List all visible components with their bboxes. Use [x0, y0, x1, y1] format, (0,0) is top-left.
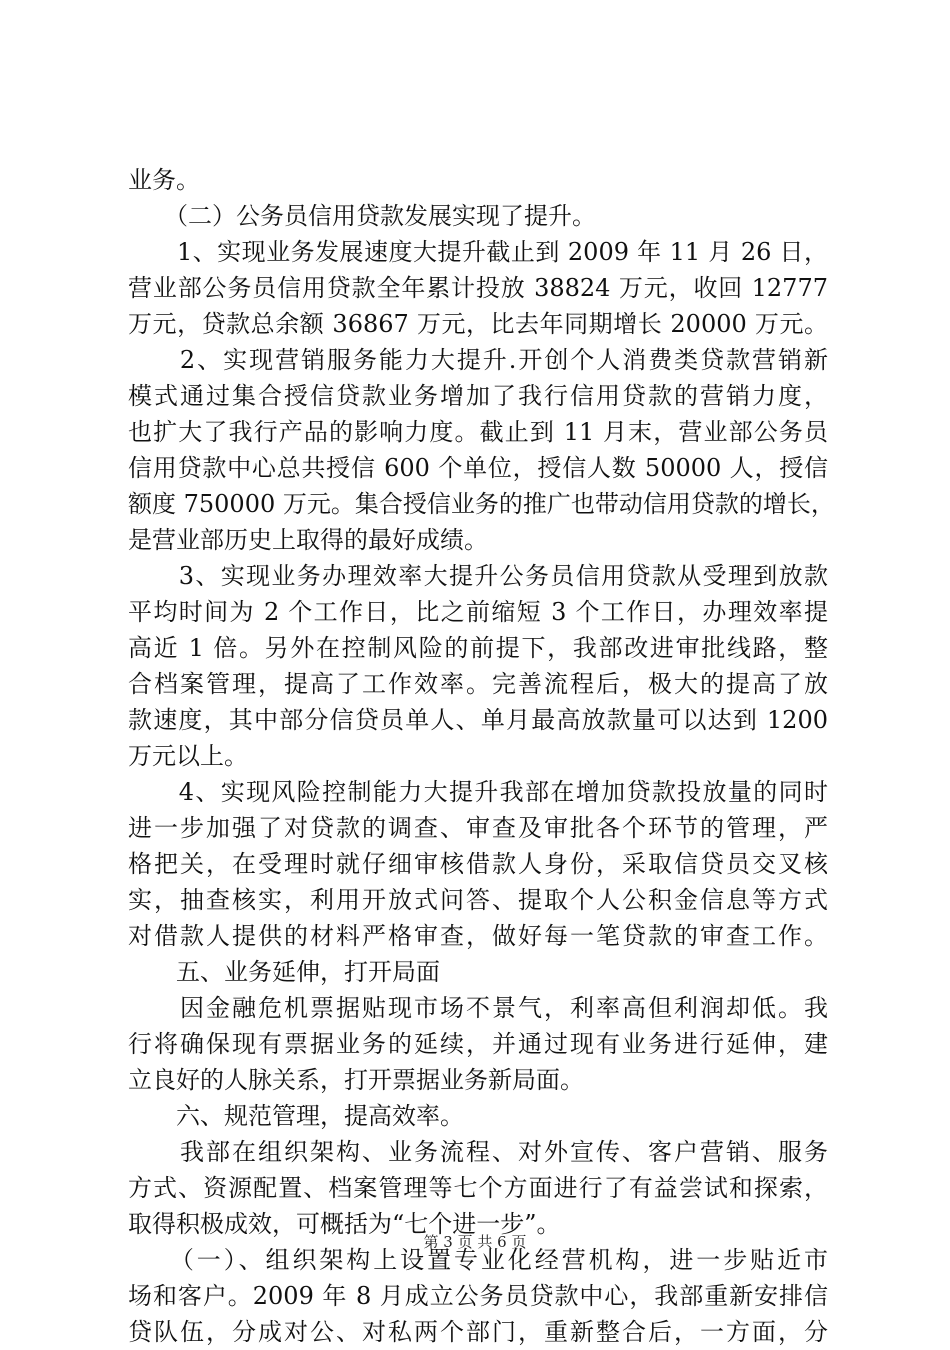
text-line: 万元，贷款总余额 36867 万元，比去年同期增长 20000 万元。 — [128, 310, 828, 338]
text-line: 是营业部历史上取得的最好成绩。 — [128, 526, 488, 554]
text-line: 4、实现风险控制能力大提升我部在增加贷款投放量的同时 — [128, 778, 828, 806]
document-body — [128, 162, 835, 1350]
text-line: 额度 750000 万元。集合授信业务的推广也带动信用贷款的增长， — [128, 490, 835, 518]
text-line: 也扩大了我行产品的影响力度。截止到 11 月末，营业部公务员 — [128, 418, 828, 446]
text-line: 3、实现业务办理效率大提升公务员信用贷款从受理到放款 — [128, 562, 828, 590]
subheading-line: （二）公务员信用贷款发展实现了提升。 — [128, 202, 596, 230]
text-line: 因金融危机票据贴现市场不景气，利率高但利润却低。我 — [128, 994, 828, 1022]
text-line: 进一步加强了对贷款的调查、审查及审批各个环节的管理，严 — [128, 814, 828, 842]
text-line: 合档案管理，提高了工作效率。完善流程后，极大的提高了放 — [128, 670, 828, 698]
text-line: 场和客户。2009 年 8 月成立公务员贷款中心，我部重新安排信 — [128, 1282, 828, 1310]
text-line: 格把关，在受理时就仔细审核借款人身份，采取信贷员交叉核 — [128, 850, 828, 878]
text-line: 1、实现业务发展速度大提升截止到 2009 年 11 月 26 日， — [128, 238, 828, 266]
text-line: 信用贷款中心总共授信 600 个单位，授信人数 50000 人，授信 — [128, 454, 828, 482]
text-line: 模式通过集合授信贷款业务增加了我行信用贷款的营销力度， — [128, 382, 828, 410]
page-number-footer: 第 3 页 共 6 页 — [423, 1233, 527, 1251]
section-heading: 六、规范管理，提高效率。 — [128, 1102, 464, 1130]
text-line: 贷队伍，分成对公、对私两个部门，重新整合后，一方面，分 — [128, 1318, 828, 1346]
text-line: 营业部公务员信用贷款全年累计投放 38824 万元，收回 12777 — [128, 274, 828, 302]
text-line: （一）、组织架构上设置专业化经营机构，进一步贴近市 — [128, 1246, 828, 1274]
text-line: 立良好的人脉关系，打开票据业务新局面。 — [128, 1066, 584, 1094]
text-line: 方式、资源配置、档案管理等七个方面进行了有益尝试和探索， — [128, 1174, 828, 1202]
text-line: 我部在组织架构、业务流程、对外宣传、客户营销、服务 — [128, 1138, 828, 1166]
text-line: 行将确保现有票据业务的延续，并通过现有业务进行延伸，建 — [128, 1030, 828, 1058]
text-line: 万元以上。 — [128, 742, 248, 770]
text-line: 业务。 — [128, 166, 200, 194]
text-line: 取得积极成效，可概括为“七个进一步”。 — [128, 1210, 561, 1238]
text-line: 2、实现营销服务能力大提升.开创个人消费类贷款营销新 — [128, 346, 828, 374]
text-line: 平均时间为 2 个工作日，比之前缩短 3 个工作日，办理效率提 — [128, 598, 828, 626]
text-line: 款速度，其中部分信贷员单人、单月最高放款量可以达到 1200 — [128, 706, 828, 734]
section-heading: 五、业务延伸，打开局面 — [128, 958, 440, 986]
text-line: 高近 1 倍。另外在控制风险的前提下，我部改进审批线路，整 — [128, 634, 828, 662]
text-line: 实，抽查核实，利用开放式问答、提取个人公积金信息等方式 — [128, 886, 828, 914]
text-line: 对借款人提供的材料严格审查，做好每一笔贷款的审查工作。 — [128, 922, 828, 950]
